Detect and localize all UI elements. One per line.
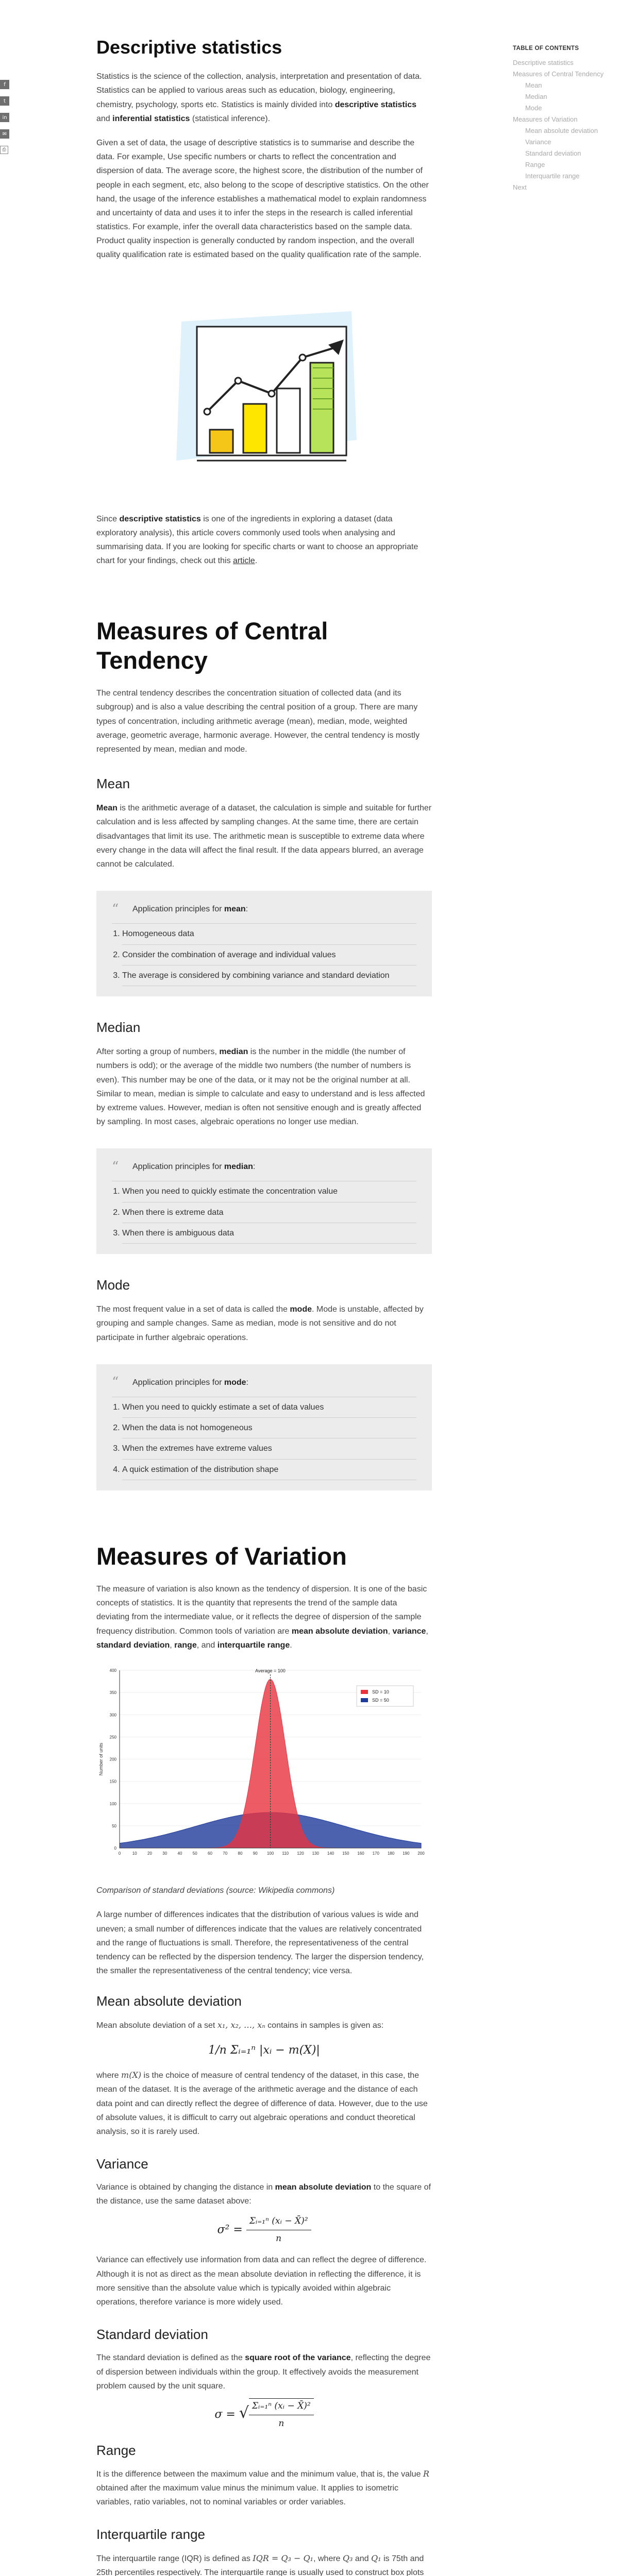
section-title: Measures of Variation bbox=[96, 1542, 347, 1570]
subsection-title: Standard deviation bbox=[96, 2327, 208, 2343]
bold-text: interquartile range bbox=[217, 1640, 290, 1650]
text: obtained after the maximum value minus the minimum value. It applies to isometric variables, ratio variables, not to nominal variables or order variables. bbox=[96, 2484, 399, 2507]
text: Statistics is the science of the collection, analysis, interpretation and presentation of data. Statistics can be applied to various areas such as education, biology, engineering, chemistry, psychology, sports etc. Statistics is mainly divided into bbox=[96, 72, 422, 109]
principles-list bbox=[112, 923, 416, 986]
bold-text: descriptive statistics bbox=[119, 514, 201, 523]
toc-item[interactable]: Next bbox=[513, 183, 527, 191]
toc-item[interactable]: Mode bbox=[525, 104, 542, 112]
bold-text: mean bbox=[224, 905, 246, 914]
text: Variance is obtained by changing the distance in bbox=[96, 2183, 275, 2192]
chart-caption: Comparison of standard deviations (source: Wikipedia commons) bbox=[96, 1886, 335, 1895]
statistics-illustration bbox=[161, 291, 367, 497]
paragraph bbox=[96, 2068, 432, 2139]
toc-item[interactable]: Mean bbox=[525, 81, 542, 89]
quote-icon: “ bbox=[112, 1159, 119, 1175]
paragraph bbox=[96, 801, 432, 871]
x-tick-label: 50 bbox=[192, 1851, 197, 1856]
bold-text: mode bbox=[224, 1378, 246, 1387]
table-of-contents bbox=[513, 44, 608, 194]
variance-formula bbox=[96, 2214, 432, 2246]
list-item: 2. When there is extreme data bbox=[122, 1202, 416, 1223]
paragraph bbox=[96, 2467, 432, 2510]
x-tick-label: 140 bbox=[327, 1851, 334, 1856]
list-item: 3. When there is ambiguous data bbox=[122, 1223, 416, 1244]
intro-paragraph: Given a set of data, the usage of descriptive statistics is to summarise and describe the data. For example, Use specific numbers or charts to reflect the concentration and dispersion of data. The average score, the highest score, the distribution of the number of people in each segment, etc, also belong to the scope of descriptive statistics. On the other hand, the usage of the inference establishes a mathematical model to explain randomness and uncertainty of data and uses it to infer the steps in the research is called inferential statistics. For example, infer the overall data characteristics based on the sample data. Product quality inspection is generally conducted by random inspection, and the overall quality qualification rate is estimated based on the quality qualification rate of the sample. bbox=[96, 138, 429, 260]
text: is the arithmetic average of a dataset, the calculation is simple and suitable for further calculation and is less affected by sampling changes. At the same time, there are certain disadvantages that limit its use. The arithmetic mean is susceptible to extreme data where every change in the data will affect the final result. If the data appears blurred, an average cannot be calculated. bbox=[96, 804, 432, 869]
text: contains in samples is given as: bbox=[265, 2021, 384, 2030]
text: , where bbox=[313, 2554, 343, 2563]
paragraph bbox=[96, 1045, 432, 1129]
text: . Mode is unstable, affected by grouping and sample changes. Same as median, mode is not sensitive and do not participate in further algebraic operations. bbox=[96, 1305, 424, 1342]
subsection-title: Mode bbox=[96, 1277, 130, 1293]
text: The measure of variation is also known as the tendency of dispersion. It is one of the basic concepts of statistics. It is the quantity that represents the trend of the sample data deviating from the intermediate value, or it reflects the degree of dispersion of the sample frequency distribution. Common tools of variation are bbox=[96, 1585, 427, 1636]
text: , bbox=[426, 1626, 428, 1636]
text: Application principles for bbox=[132, 905, 224, 914]
toc-item[interactable]: Descriptive statistics bbox=[513, 59, 574, 66]
blockquote bbox=[96, 1364, 432, 1490]
list-item: 1. When you need to quickly estimate a set of data values bbox=[122, 1397, 416, 1418]
text: where bbox=[96, 2071, 122, 2080]
list-item: 2. When the data is not homogeneous bbox=[122, 1418, 416, 1438]
fraction bbox=[246, 2214, 311, 2246]
y-tick-label: 300 bbox=[109, 1713, 116, 1718]
subsection-title: Mean absolute deviation bbox=[96, 1993, 242, 2009]
text: Mean absolute deviation of a set bbox=[96, 2021, 218, 2030]
toc-item[interactable]: Range bbox=[525, 161, 545, 168]
x-tick-label: 90 bbox=[253, 1851, 258, 1856]
math-expression: Q₃ bbox=[342, 2553, 353, 2563]
y-tick-label: 250 bbox=[109, 1735, 116, 1740]
bold-text: Mean bbox=[96, 804, 118, 813]
toc-item[interactable]: Median bbox=[525, 93, 547, 100]
list-item: 2. Consider the combination of average and individual values bbox=[122, 945, 416, 965]
toc-item[interactable]: Measures of Central Tendency bbox=[513, 70, 604, 78]
list-item: 1. When you need to quickly estimate the concentration value bbox=[122, 1181, 416, 1202]
paragraph bbox=[96, 2351, 432, 2393]
math-expression: m(X) bbox=[121, 2070, 142, 2080]
toc-item[interactable]: Measures of Variation bbox=[513, 115, 578, 123]
toc-item[interactable]: Mean absolute deviation bbox=[525, 127, 598, 134]
quote-head bbox=[112, 1160, 416, 1174]
twitter-icon[interactable]: t bbox=[0, 96, 9, 106]
x-tick-label: 170 bbox=[372, 1851, 379, 1856]
x-tick-label: 100 bbox=[266, 1851, 274, 1856]
fraction-numerator: Σᵢ₌₁ⁿ (xᵢ − X̄)² bbox=[246, 2214, 311, 2230]
principles-list bbox=[112, 1181, 416, 1244]
email-icon[interactable]: ✉ bbox=[0, 129, 9, 139]
text: , and bbox=[196, 1640, 218, 1650]
section-intro: The central tendency describes the concentration situation of collected data (and its subgroup) and is also a value describing the central position of a group. There are many types of concentration, including arithmetic average (mean), median, mode, weighted average, geometric average, harmonic average. However, the central tendency is mostly represented by mean, median and mode. bbox=[96, 689, 420, 754]
text: The standard deviation is defined as the bbox=[96, 2353, 245, 2363]
list-item: 4. A quick estimation of the distribution shape bbox=[122, 1460, 416, 1480]
linkedin-icon[interactable]: in bbox=[0, 113, 9, 122]
legend-label: SD = 10 bbox=[372, 1689, 389, 1695]
paragraph bbox=[96, 2018, 432, 2032]
text: (statistical inference). bbox=[190, 114, 271, 123]
list-item: 1. Homogeneous data bbox=[122, 924, 416, 944]
formula-sum: Σᵢ₌₁ⁿ |xᵢ − m(X)| bbox=[230, 2043, 320, 2057]
list-item: 3. The average is considered by combining variance and standard deviation bbox=[122, 965, 416, 986]
paragraph bbox=[96, 2180, 432, 2208]
quote-head bbox=[112, 902, 416, 916]
text: After sorting a group of numbers, bbox=[96, 1047, 220, 1057]
legend-swatch bbox=[361, 1690, 368, 1694]
x-tick-label: 0 bbox=[118, 1851, 121, 1856]
math-expression: R bbox=[423, 2468, 429, 2479]
toc-item[interactable]: Variance bbox=[525, 138, 551, 146]
x-tick-label: 110 bbox=[282, 1851, 289, 1856]
x-tick-label: 150 bbox=[342, 1851, 349, 1856]
bold-text: inferential statistics bbox=[112, 114, 190, 123]
toc-title: TABLE OF CONTENTS bbox=[513, 45, 579, 52]
x-tick-label: 190 bbox=[403, 1851, 410, 1856]
y-tick-label: 50 bbox=[112, 1823, 116, 1828]
formula-lhs: σ² = bbox=[217, 2223, 243, 2236]
formula-coefficient: 1/n bbox=[208, 2043, 227, 2057]
y-tick-label: 100 bbox=[109, 1801, 116, 1806]
blockquote bbox=[96, 891, 432, 996]
blockquote bbox=[96, 1148, 432, 1254]
text: is one of the ingredients in exploring a dataset (data exploratory analysis), this article covers commonly used tools when analysing and summarising data. If you are looking for specific charts or want to choose an appropriate chart for your findings, check out this bbox=[96, 514, 419, 566]
std-formula bbox=[96, 2398, 432, 2431]
facebook-icon[interactable]: f bbox=[0, 80, 9, 89]
fraction-denominator: n bbox=[276, 2233, 282, 2244]
quote-head bbox=[112, 1376, 416, 1389]
text: and bbox=[96, 114, 113, 123]
text: It is the difference between the maximum value and the minimum value, that is, the value bbox=[96, 2469, 423, 2479]
x-tick-label: 30 bbox=[162, 1851, 168, 1856]
bold-text: mean absolute deviation bbox=[291, 1626, 388, 1636]
bold-text: descriptive statistics bbox=[334, 100, 416, 109]
x-tick-label: 10 bbox=[132, 1851, 137, 1856]
bold-text: median bbox=[219, 1047, 248, 1057]
bold-text: mode bbox=[290, 1305, 312, 1314]
legend-swatch bbox=[361, 1698, 368, 1702]
y-tick-label: 150 bbox=[109, 1779, 116, 1784]
sqrt-icon: √ bbox=[239, 2403, 249, 2422]
text: Since bbox=[96, 514, 120, 523]
paragraph: A large number of differences indicates that the distribution of various values is wide and uneven; a small number of differences indicate that the values are relatively concentrated and the range of fluctuations is small. Therefore, the representativeness of the central tendency can be reflected by the dispersion tendency. The larger the dispersion tendency, the smaller the representativeness of the central tendency; vice versa. bbox=[96, 1910, 424, 1976]
subsection-title: Interquartile range bbox=[96, 2527, 206, 2543]
x-tick-label: 80 bbox=[238, 1851, 243, 1856]
bold-text: mean absolute deviation bbox=[275, 2183, 372, 2192]
text: and bbox=[353, 2554, 372, 2563]
fraction bbox=[249, 2398, 314, 2431]
text: , reflecting the degree of dispersion between individuals within the group. It effectively avoids the measurement problem caused by the unit square. bbox=[96, 2353, 431, 2391]
x-tick-label: 70 bbox=[223, 1851, 228, 1856]
x-tick-label: 180 bbox=[387, 1851, 395, 1856]
math-expression: Q₁ bbox=[371, 2553, 381, 2563]
sd-comparison-chart bbox=[96, 1665, 432, 1873]
text: , bbox=[388, 1626, 393, 1636]
intro-paragraph bbox=[96, 512, 432, 568]
text: : bbox=[253, 1162, 256, 1172]
math-expression: x₁, x₂, …, xₙ bbox=[217, 2020, 265, 2030]
x-tick-label: 200 bbox=[417, 1851, 425, 1856]
text: Application principles for bbox=[132, 1162, 224, 1172]
fraction-numerator: Σᵢ₌₁ⁿ (xᵢ − X̄)² bbox=[249, 2399, 314, 2415]
text: The interquartile range (IQR) is defined as bbox=[96, 2554, 253, 2563]
toc-item[interactable]: Interquartile range bbox=[525, 172, 580, 180]
bold-text: standard deviation bbox=[96, 1640, 170, 1650]
text: , bbox=[170, 1640, 175, 1650]
section-title: Measures of Central Tendency bbox=[96, 617, 328, 674]
toc-item[interactable]: Standard deviation bbox=[525, 149, 581, 157]
paragraph bbox=[96, 2551, 432, 2576]
y-axis-label: Number of units bbox=[98, 1742, 104, 1776]
x-tick-label: 130 bbox=[312, 1851, 319, 1856]
share-bar bbox=[0, 80, 13, 161]
legend-label: SD = 50 bbox=[372, 1698, 389, 1703]
chart-title: Average = 100 bbox=[255, 1668, 286, 1674]
y-tick-label: 350 bbox=[109, 1690, 116, 1696]
bold-text: square root of the variance bbox=[245, 2353, 351, 2363]
quote-icon: “ bbox=[112, 901, 119, 917]
bold-text: range bbox=[174, 1640, 197, 1650]
text: : bbox=[246, 1378, 248, 1387]
list-item: 3. When the extremes have extreme values bbox=[122, 1438, 416, 1459]
legend-box bbox=[357, 1686, 413, 1706]
formula-lhs: σ = bbox=[214, 2408, 236, 2421]
text: is 75th and 25th percentiles respectively. The interquartile range is usually used to construct box plots bbox=[96, 2554, 424, 2576]
page-title: Descriptive statistics bbox=[96, 37, 282, 58]
text: . bbox=[290, 1640, 292, 1650]
quote-icon: “ bbox=[112, 1375, 119, 1391]
paragraph bbox=[96, 1302, 432, 1345]
text: . bbox=[255, 556, 258, 566]
subsection-title: Median bbox=[96, 1019, 141, 1035]
bold-text: median bbox=[224, 1162, 253, 1172]
text: is the number in the middle (the number of numbers is odd); or the average of the middle two numbers (the number of numbers is even). This number may be one of the data, or it may not be the original number at all. Similar to mean, median is simple to calculate and easy to understand and is less affected by extreme values. However, median is often not sensitive enough and is greatly affected by sampling. In most cases, algebraic operations no longer use median. bbox=[96, 1047, 425, 1127]
x-tick-label: 120 bbox=[297, 1851, 304, 1856]
y-tick-label: 0 bbox=[114, 1846, 116, 1851]
text: The most frequent value in a set of data is called the bbox=[96, 1305, 290, 1314]
subsection-title: Mean bbox=[96, 776, 130, 792]
x-tick-label: 20 bbox=[147, 1851, 152, 1856]
intro-paragraph bbox=[96, 70, 432, 126]
principles-list bbox=[112, 1397, 416, 1480]
text: Application principles for bbox=[132, 1378, 224, 1387]
bold-text: variance bbox=[392, 1626, 426, 1636]
section-intro bbox=[96, 1582, 432, 1652]
fraction-denominator: n bbox=[278, 2418, 285, 2429]
print-icon[interactable]: ⎙ bbox=[0, 146, 8, 154]
math-expression: IQR = Q₃ − Q₁ bbox=[253, 2553, 313, 2563]
subsection-title: Variance bbox=[96, 2156, 148, 2172]
article-link[interactable]: article bbox=[233, 556, 255, 566]
text: is the choice of measure of central tendency of the dataset, in this case, the mean of the dataset. It is the average of the arithmetic average and the distance of each data point and can directly reflect the degree of difference of data. However, due to the use of absolute values, it is difficult to carry out algebraic operations and conduct theoretical analysis, so it is rarely used. bbox=[96, 2071, 428, 2136]
text: : bbox=[245, 905, 248, 914]
x-tick-label: 160 bbox=[357, 1851, 364, 1856]
text: to the square of the distance, use the same dataset above: bbox=[96, 2183, 431, 2206]
y-tick-label: 400 bbox=[109, 1668, 116, 1673]
subsection-title: Range bbox=[96, 2442, 136, 2458]
x-tick-label: 40 bbox=[177, 1851, 182, 1856]
chart-svg bbox=[96, 1665, 432, 1869]
mad-formula bbox=[96, 2041, 432, 2060]
x-tick-label: 60 bbox=[208, 1851, 212, 1856]
y-tick-label: 200 bbox=[109, 1757, 116, 1762]
article bbox=[96, 0, 432, 2576]
paragraph: Variance can effectively use information from data and can reflect the degree of difference. Although it is not as direct as the mean absolute deviation in reflecting the difference, it is more sensitive than the absolute value which is typically avoided within algebraic operations, therefore variance is more widely used. bbox=[96, 2256, 427, 2307]
